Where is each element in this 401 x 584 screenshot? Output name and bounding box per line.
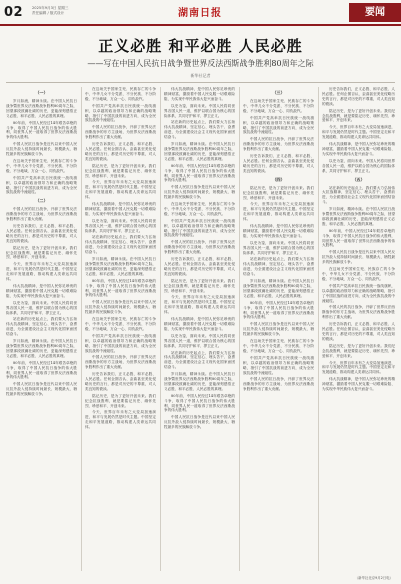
section-heading: （二）: [35, 198, 48, 204]
paragraph: 80年前，中国人民经过14年艰苦卓绝的斗争，取得了中国人民抗日战争的伟大胜利，同世界人民一道取得了世界反法西斯战争的伟大胜利。: [6, 360, 77, 380]
paragraph: 在这场关乎国家生死、民族存亡的斗争中，中华儿女不分党派、不分民族、不分阶级、不分地域，万众一心、同仇敌忾。: [85, 87, 156, 101]
paragraph: 岁月如流，精神永续。在中国人民抗日战争暨世界反法西斯战争胜利80周年之际，回望那段波澜壮阔的历史，更能深刻感悟正义必胜、和平必胜、人民必胜的真理。: [243, 279, 314, 298]
paragraph: 历史告诉我们，正义必胜、和平必胜、人民必胜。任何企图否认、歪曲甚至美化侵略历史的言行，都是对历史的不尊重，对人类良知的亵渎。: [6, 224, 77, 243]
paragraph: 以史为鉴，面向未来。中国人民将同世界各国人民一道，维护以联合国为核心的国际体系，共同守护和平、捍卫正义。: [164, 103, 235, 118]
column-divider: [239, 87, 240, 571]
paragraph: 中国人民的抗日战争，开辟了世界反法西斯战争的东方主战场，为世界反法西斯战争胜利作出了重大贡献。: [243, 377, 314, 392]
paragraph: 中国人民抗日战争是近代以来中国人民反抗外敌入侵持续时间最长、规模最大、牺牲最多的民族解放斗争。: [6, 382, 77, 397]
paragraph: 80年前，中国人民经过14年艰苦卓绝的斗争，取得了中国人民抗日战争的伟大胜利，同世界人民一道取得了世界反法西斯战争的伟大胜利。: [322, 228, 395, 248]
paragraph: 中国共产党高举抗日民族统一战线旗帜，以卓越的政治领导力和正确的战略策略，指引了中国抗战的前进方向，成为全民族抗战的中流砥柱。: [243, 115, 314, 135]
article-title: 正义必胜 和平必胜 人民必胜: [98, 37, 303, 55]
paragraph: 岁月如流，精神永续。在中国人民抗日战争暨世界反法西斯战争胜利80周年之际，回望那段波澜壮阔的历史，更能深刻感悟正义必胜、和平必胜、人民必胜的真理。: [164, 142, 235, 161]
column-4: [243, 87, 314, 571]
column-2: [85, 87, 156, 571]
paragraph: 80年前，中国人民经过14年艰苦卓绝的斗争，取得了中国人民抗日战争的伟大胜利，同世界人民一道取得了世界反法西斯战争的伟大胜利。: [243, 300, 314, 320]
issue-editors: 责任编辑 / 版式设计: [32, 11, 65, 15]
paragraph: 站在新的历史起点上，我们要大力弘扬伟大抗战精神，坚定信心、埋头苦干、奋勇前进，为全面建设社会主义现代化国家而团结奋斗。: [322, 185, 395, 205]
masthead-logo: 湖南日报: [178, 8, 222, 19]
paragraph: 80年前，中国人民经过14年艰苦卓绝的斗争，取得了中国人民抗日战争的伟大胜利，同世界人民一道取得了世界反法西斯战争的伟大胜利。: [85, 278, 156, 298]
article-byline: 新华社记者: [190, 73, 211, 78]
paragraph: 伟大抗战精神，是中国人民弥足珍贵的精神财富，激励着中国人民克服一切艰难险阻、为实现中华民族伟大复兴而奋斗。: [322, 142, 395, 156]
column-5: [322, 87, 395, 571]
section-heading: （三）: [272, 90, 285, 95]
paragraph: 在这场关乎国家生死、民族存亡的斗争中，中华儿女不分党派、不分民族、不分阶级、不分地域，万众一心、同仇敌忾。: [6, 158, 77, 173]
paragraph: 铭记历史，是为了更好开创未来。我们纪念抗战胜利，就是要铭记历史、缅怀先烈、珍爱和平、开创未来。: [85, 163, 156, 178]
paragraph: 中国人民抗日战争是近代以来中国人民反抗外敌入侵持续时间最长、规模最大、牺牲最多的民族解放斗争。: [85, 300, 156, 315]
page-number: 02: [4, 5, 24, 20]
paragraph: 中国人民的抗日战争，开辟了世界反法西斯战争的东方主战场，为世界反法西斯战争胜利作出了重大贡献。: [85, 125, 156, 140]
page-header: [0, 0, 401, 30]
paragraph: 中国人民的抗日战争，开辟了世界反法西斯战争的东方主战场，为世界反法西斯战争胜利作出了重大贡献。: [322, 305, 395, 320]
paragraph: 伟大抗战精神，是中国人民弥足珍贵的精神财富，激励着中国人民克服一切艰难险阻、为实现中华民族伟大复兴而奋斗。: [243, 224, 314, 238]
column-divider: [318, 87, 319, 571]
paragraph: 铭记历史，是为了更好开创未来。我们纪念抗战胜利，就是要铭记历史、缅怀先烈、珍爱和平、开创未来。: [85, 393, 156, 408]
paragraph: 伟大抗战精神，是中国人民弥足珍贵的精神财富，激励着中国人民克服一切艰难险阻、为实现中华民族伟大复兴而奋斗。: [164, 87, 235, 101]
column-3: [164, 87, 235, 571]
paragraph: 中国人民抗日战争是近代以来中国人民反抗外敌入侵持续时间最长、规模最大、牺牲最多的民族解放斗争。: [243, 322, 314, 337]
paragraph: 中国共产党高举抗日民族统一战线旗帜，以卓越的政治领导力和正确的战略策略，指引了中国抗战的前进方向，成为全民族抗战的中流砥柱。: [85, 333, 156, 353]
paragraph: 在这场关乎国家生死、民族存亡的斗争中，中华儿女不分党派、不分民族、不分阶级、不分地域，万众一心、同仇敌忾。: [322, 267, 395, 281]
paragraph: 在这场关乎国家生死、民族存亡的斗争中，中华儿女不分党派、不分民族、不分阶级、不分地域，万众一心、同仇敌忾。: [243, 99, 314, 113]
paragraph: 中国共产党高举抗日民族统一战线旗帜，以卓越的政治领导力和正确的战略策略，指引了中国抗战的前进方向，成为全民族抗战的中流砥柱。: [164, 218, 235, 238]
paragraph: 岁月如流，精神永续。在中国人民抗日战争暨世界反法西斯战争胜利80周年之际，回望那段波澜壮阔的历史，更能深刻感悟正义必胜、和平必胜、人民必胜的真理。: [6, 99, 77, 118]
paragraph: 历史告诉我们，正义必胜、和平必胜、人民必胜。任何企图否认、歪曲甚至美化侵略历史的言行，都是对历史的不尊重，对人类良知的亵渎。: [85, 142, 156, 161]
paragraph: 中国人民的抗日战争，开辟了世界反法西斯战争的东方主战场，为世界反法西斯战争胜利作出了重大贡献。: [164, 240, 235, 255]
paragraph: 中国共产党高举抗日民族统一战线旗帜，以卓越的政治领导力和正确的战略策略，指引了中国抗战的前进方向，成为全民族抗战的中流砥柱。: [322, 283, 395, 303]
paragraph: 伟大抗战精神，是中国人民弥足珍贵的精神财富，激励着中国人民克服一切艰难险阻、为实现中华民族伟大复兴而奋斗。: [85, 202, 156, 216]
paragraph: 站在新的历史起点上，我们要大力弘扬伟大抗战精神，坚定信心、埋头苦干、奋勇前进，为全面建设社会主义现代化国家而团结奋斗。: [243, 257, 314, 277]
paragraph: 中国共产党高举抗日民族统一战线旗帜，以卓越的政治领导力和正确的战略策略，指引了中国抗战的前进方向，成为全民族抗战的中流砥柱。: [6, 175, 77, 195]
paragraph: 伟大抗战精神，是中国人民弥足珍贵的精神财富，激励着中国人民克服一切艰难险阻、为实现中华民族伟大复兴而奋斗。: [6, 284, 77, 298]
article-body: [6, 87, 395, 571]
paragraph: 中国共产党高举抗日民族统一战线旗帜，以卓越的政治领导力和正确的战略策略，指引了中国抗战的前进方向，成为全民族抗战的中流砥柱。: [243, 355, 314, 375]
title-divider: [6, 82, 395, 83]
section-heading: （一）: [35, 90, 48, 95]
paragraph: 80年前，中国人民经过14年艰苦卓绝的斗争，取得了中国人民抗日战争的伟大胜利，同世界人民一道取得了世界反法西斯战争的伟大胜利。: [164, 393, 235, 413]
section-heading: （五）: [352, 176, 365, 182]
article-subtitle: ——写在中国人民抗日战争暨世界反法西斯战争胜利80周年之际: [87, 59, 314, 68]
paragraph: 今天，世界百年未有之大变局加速演进，和平与发展仍然是时代主题。中国坚定走和平发展道路，推动构建人类命运共同体。: [6, 262, 77, 282]
paragraph: 80年前，中国人民经过14年艰苦卓绝的斗争，取得了中国人民抗日战争的伟大胜利，同世界人民一道取得了世界反法西斯战争的伟大胜利。: [164, 163, 235, 183]
paragraph: 伟大抗战精神，是中国人民弥足珍贵的精神财富，激励着中国人民克服一切艰难险阻、为实现中华民族伟大复兴而奋斗。: [322, 377, 395, 392]
paragraph: 中国人民抗日战争是近代以来中国人民反抗外敌入侵持续时间最长、规模最大、牺牲最多的民族解放斗争。: [6, 142, 77, 157]
column-divider: [81, 87, 82, 571]
paragraph: 岁月如流，精神永续。在中国人民抗日战争暨世界反法西斯战争胜利80周年之际，回望那段波澜壮阔的历史，更能深刻感悟正义必胜、和平必胜、人民必胜的真理。: [164, 372, 235, 391]
paragraph: 中国共产党高举抗日民族统一战线旗帜，以卓越的政治领导力和正确的战略策略，指引了中国抗战的前进方向，成为全民族抗战的中流砥柱。: [85, 103, 156, 123]
paragraph: 中国人民的抗日战争，开辟了世界反法西斯战争的东方主战场，为世界反法西斯战争胜利作出了重大贡献。: [243, 137, 314, 152]
paragraph: 80年前，中国人民经过14年艰苦卓绝的斗争，取得了中国人民抗日战争的伟大胜利，同世界人民一道取得了世界反法西斯战争的伟大胜利。: [6, 120, 77, 140]
paragraph: 岁月如流，精神永续。在中国人民抗日战争暨世界反法西斯战争胜利80周年之际，回望那段波澜壮阔的历史，更能深刻感悟正义必胜、和平必胜、人民必胜的真理。: [322, 207, 395, 226]
paragraph: 历史告诉我们，正义必胜、和平必胜、人民必胜。任何企图否认、歪曲甚至美化侵略历史的言行，都是对历史的不尊重，对人类良知的亵渎。: [85, 372, 156, 391]
paragraph: 今天，世界百年未有之大变局加速演进，和平与发展仍然是时代主题。中国坚定走和平发展道路，推动构建人类命运共同体。: [322, 360, 395, 375]
paragraph: 岁月如流，精神永续。在中国人民抗日战争暨世界反法西斯战争胜利80周年之际，回望那段波澜壮阔的历史，更能深刻感悟正义必胜、和平必胜、人民必胜的真理。: [6, 339, 77, 358]
paragraph: 铭记历史，是为了更好开创未来。我们纪念抗战胜利，就是要铭记历史、缅怀先烈、珍爱和平、开创未来。: [322, 343, 395, 358]
column-1: [6, 87, 77, 571]
paragraph: 以史为鉴，面向未来。中国人民将同世界各国人民一道，维护以联合国为核心的国际体系，共同守护和平、捍卫正义。: [164, 333, 235, 348]
paragraph: 铭记历史，是为了更好开创未来。我们纪念抗战胜利，就是要铭记历史、缅怀先烈、珍爱和平、开创未来。: [243, 185, 314, 200]
paragraph: 中国人民的抗日战争，开辟了世界反法西斯战争的东方主战场，为世界反法西斯战争胜利作出了重大贡献。: [6, 207, 77, 222]
paragraph: 在这场关乎国家生死、民族存亡的斗争中，中华儿女不分党派、不分民族、不分阶级、不分地域，万众一心、同仇敌忾。: [164, 202, 235, 216]
section-heading: （四）: [272, 176, 285, 182]
column-divider: [160, 87, 161, 571]
paragraph: 站在新的历史起点上，我们要大力弘扬伟大抗战精神，坚定信心、埋头苦干、奋勇前进，为全面建设社会主义现代化国家而团结奋斗。: [164, 350, 235, 370]
paragraph: 以史为鉴，面向未来。中国人民将同世界各国人民一道，维护以联合国为核心的国际体系，共同守护和平、捍卫正义。: [243, 240, 314, 255]
paragraph: 站在新的历史起点上，我们要大力弘扬伟大抗战精神，坚定信心、埋头苦干、奋勇前进，为全面建设社会主义现代化国家而团结奋斗。: [164, 120, 235, 140]
paragraph: 以史为鉴，面向未来。中国人民将同世界各国人民一道，维护以联合国为核心的国际体系，共同守护和平、捍卫正义。: [6, 300, 77, 315]
paragraph: 在这场关乎国家生死、民族存亡的斗争中，中华儿女不分党派、不分民族、不分阶级、不分地域，万众一心、同仇敌忾。: [85, 317, 156, 331]
paragraph: 铭记历史，是为了更好开创未来。我们纪念抗战胜利，就是要铭记历史、缅怀先烈、珍爱和平、开创未来。: [322, 108, 395, 123]
issue-date: 2025年9月3日 星期三: [32, 6, 69, 10]
paragraph: 在这场关乎国家生死、民族存亡的斗争中，中华儿女不分党派、不分民族、不分阶级、不分地域，万众一心、同仇敌忾。: [243, 339, 314, 353]
paragraph: 中国人民的抗日战争，开辟了世界反法西斯战争的东方主战场，为世界反法西斯战争胜利作出了重大贡献。: [85, 355, 156, 370]
paragraph: 铭记历史，是为了更好开创未来。我们纪念抗战胜利，就是要铭记历史、缅怀先烈、珍爱和平、开创未来。: [6, 245, 77, 260]
paragraph: 今天，世界百年未有之大变局加速演进，和平与发展仍然是时代主题。中国坚定走和平发展道路，推动构建人类命运共同体。: [243, 202, 314, 222]
paragraph: 历史告诉我们，正义必胜、和平必胜、人民必胜。任何企图否认、歪曲甚至美化侵略历史的言行，都是对历史的不尊重，对人类良知的亵渎。: [164, 257, 235, 276]
paragraph: 铭记历史，是为了更好开创未来。我们纪念抗战胜利，就是要铭记历史、缅怀先烈、珍爱和平、开创未来。: [164, 278, 235, 293]
paragraph: 今天，世界百年未有之大变局加速演进，和平与发展仍然是时代主题。中国坚定走和平发展道路，推动构建人类命运共同体。: [85, 410, 156, 430]
paragraph: 中国人民抗日战争是近代以来中国人民反抗外敌入侵持续时间最长、规模最大、牺牲最多的民族解放斗争。: [164, 415, 235, 430]
paragraph: 历史告诉我们，正义必胜、和平必胜、人民必胜。任何企图否认、歪曲甚至美化侵略历史的言行，都是对历史的不尊重，对人类良知的亵渎。: [243, 154, 314, 173]
paragraph: 历史告诉我们，正义必胜、和平必胜、人民必胜。任何企图否认、歪曲甚至美化侵略历史的言行，都是对历史的不尊重，对人类良知的亵渎。: [322, 87, 395, 106]
paragraph: 今天，世界百年未有之大变局加速演进，和平与发展仍然是时代主题。中国坚定走和平发展道路，推动构建人类命运共同体。: [164, 295, 235, 315]
issue-meta: [32, 6, 68, 16]
paragraph: 以史为鉴，面向未来。中国人民将同世界各国人民一道，维护以联合国为核心的国际体系，共同守护和平、捍卫正义。: [322, 158, 395, 173]
paragraph: 站在新的历史起点上，我们要大力弘扬伟大抗战精神，坚定信心、埋头苦干、奋勇前进，为全面建设社会主义现代化国家而团结奋斗。: [85, 235, 156, 255]
paragraph: 中国人民抗日战争是近代以来中国人民反抗外敌入侵持续时间最长、规模最大、牺牲最多的民族解放斗争。: [322, 250, 395, 265]
paragraph: 中国人民抗日战争是近代以来中国人民反抗外敌入侵持续时间最长、规模最大、牺牲最多的民族解放斗争。: [164, 185, 235, 200]
paragraph: 伟大抗战精神，是中国人民弥足珍贵的精神财富，激励着中国人民克服一切艰难险阻、为实现中华民族伟大复兴而奋斗。: [164, 317, 235, 331]
paragraph: 以史为鉴，面向未来。中国人民将同世界各国人民一道，维护以联合国为核心的国际体系，共同守护和平、捍卫正义。: [85, 218, 156, 233]
paragraph: 今天，世界百年未有之大变局加速演进，和平与发展仍然是时代主题。中国坚定走和平发展道路，推动构建人类命运共同体。: [85, 180, 156, 200]
paragraph: 今天，世界百年未有之大变局加速演进，和平与发展仍然是时代主题。中国坚定走和平发展道路，推动构建人类命运共同体。: [322, 125, 395, 140]
header-rule: [0, 24, 401, 26]
paragraph: 站在新的历史起点上，我们要大力弘扬伟大抗战精神，坚定信心、埋头苦干、奋勇前进，为全面建设社会主义现代化国家而团结奋斗。: [6, 317, 77, 337]
paragraph: 历史告诉我们，正义必胜、和平必胜、人民必胜。任何企图否认、歪曲甚至美化侵略历史的言行，都是对历史的不尊重，对人类良知的亵渎。: [322, 322, 395, 341]
article-footer-note: （新华社北京9月2日电）: [354, 576, 393, 580]
section-tag: 要闻: [349, 3, 401, 22]
paragraph: 岁月如流，精神永续。在中国人民抗日战争暨世界反法西斯战争胜利80周年之际，回望那段波澜壮阔的历史，更能深刻感悟正义必胜、和平必胜、人民必胜的真理。: [85, 257, 156, 276]
